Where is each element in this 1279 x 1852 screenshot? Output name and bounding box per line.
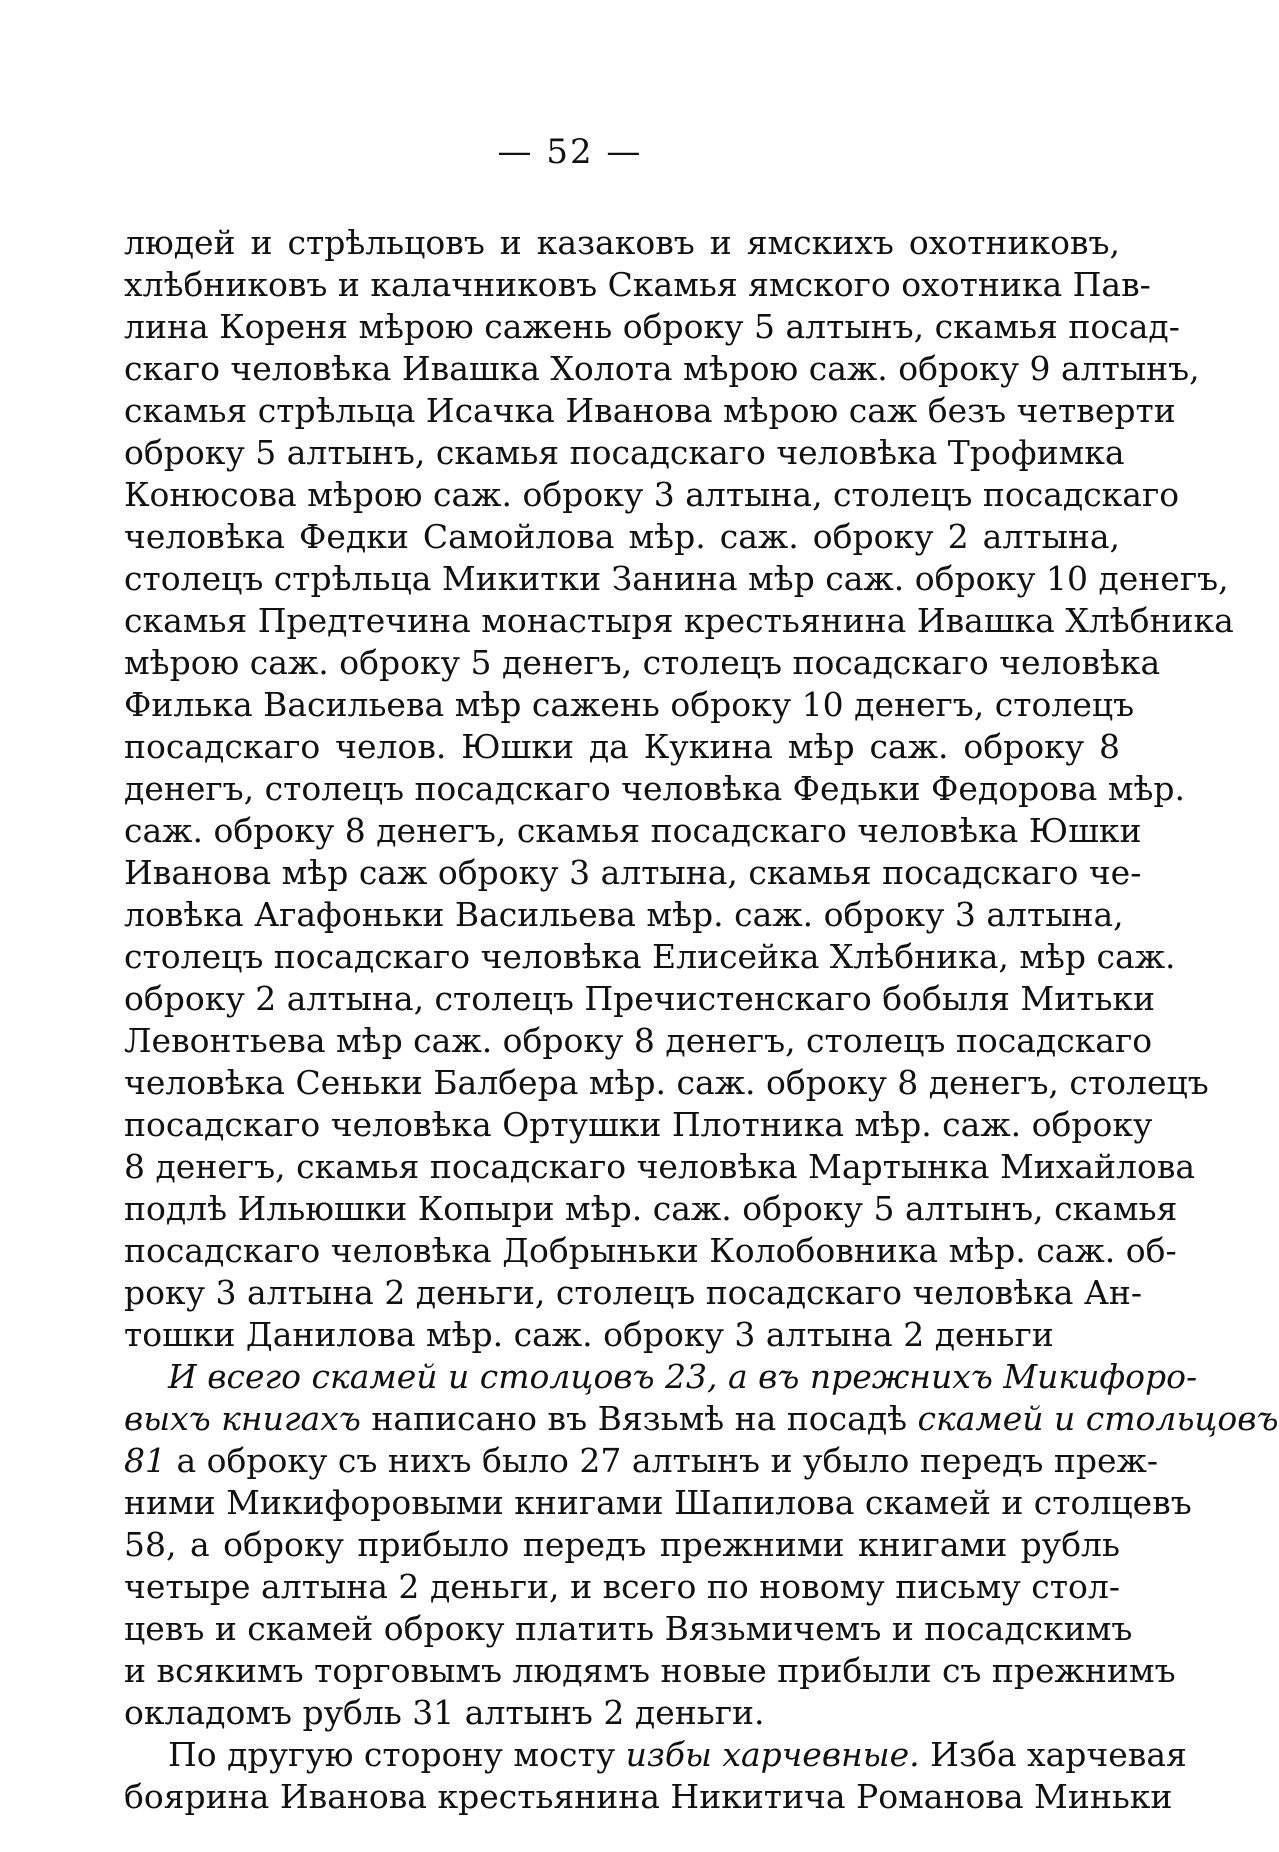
text-line xyxy=(124,1776,1173,1818)
text-line xyxy=(124,222,1120,264)
text-line xyxy=(124,1482,1192,1524)
text-line xyxy=(124,768,1185,810)
text-segment: посадскаго человѣка Ортушки Плотника мѣр. саж. оброку xyxy=(124,1105,1153,1144)
italic-text: избы харчевные. xyxy=(625,1735,920,1774)
text-segment: тошки Данилова мѣр. саж. оброку 3 алтына 2 деньги xyxy=(124,1315,1054,1354)
text-line xyxy=(124,432,1125,474)
text-line xyxy=(124,1398,1279,1440)
text-line xyxy=(124,516,1120,558)
text-segment: боярина Иванова крестьянина Никитича Романова Миньки xyxy=(124,1777,1173,1816)
text-line xyxy=(124,852,1142,894)
text-line xyxy=(124,1104,1153,1146)
text-segment: скаго человѣка Ивашка Холота мѣрою саж. оброку 9 алтынъ, xyxy=(124,349,1200,388)
text-line xyxy=(124,1020,1153,1062)
text-line xyxy=(124,1188,1178,1230)
text-segment: лина Кореня мѣрою сажень оброку 5 алтынъ, скамья посад- xyxy=(124,307,1180,346)
text-segment: человѣка Федки Самойлова мѣр. саж. оброку 2 алтына, xyxy=(124,517,1120,556)
text-line xyxy=(124,810,1142,852)
text-line xyxy=(124,1734,1187,1776)
text-segment: написано въ Вязьмѣ на посадѣ xyxy=(360,1399,918,1438)
text-segment: столецъ стрѣльца Микитки Занина мѣр саж. оброку 10 денегъ, xyxy=(124,559,1229,598)
text-segment: людей и стрѣльцовъ и казаковъ и ямскихъ охотниковъ, xyxy=(124,223,1120,262)
text-segment: ними Микифоровыми книгами Шапилова скамей и столцевъ xyxy=(124,1483,1192,1522)
text-line xyxy=(124,894,1124,936)
text-segment: посадскаго челов. Юшки да Кукина мѣр саж. оброку 8 xyxy=(124,727,1120,766)
text-segment: человѣка Сеньки Балбера мѣр. саж. оброку 8 денегъ, столецъ xyxy=(124,1063,1209,1102)
text-segment: скамья стрѣльца Исачка Иванова мѣрою саж безъ четверти xyxy=(124,391,1176,430)
text-segment: подлѣ Ильюшки Копыри мѣр. саж. оброку 5 алтынъ, скамья xyxy=(124,1189,1178,1228)
text-segment: саж. оброку 8 денегъ, скамья посадскаго человѣка Юшки xyxy=(124,811,1142,850)
text-line xyxy=(124,348,1200,390)
text-segment: По другую сторону мосту xyxy=(168,1735,626,1774)
text-segment: посадскаго человѣка Добрыньки Колобовника мѣр. саж. об- xyxy=(124,1231,1177,1270)
text-line xyxy=(124,1524,1120,1566)
text-line xyxy=(124,600,1234,642)
text-line xyxy=(124,306,1180,348)
text-segment: мѣрою саж. оброку 5 денегъ, столецъ посадскаго человѣка xyxy=(124,643,1161,682)
body-text xyxy=(124,222,1279,1818)
text-line xyxy=(124,1650,1176,1692)
text-line xyxy=(124,1272,1143,1314)
text-segment: 8 денегъ, скамья посадскаго человѣка Мартынка Михайлова xyxy=(124,1147,1196,1186)
text-segment: а оброку съ нихъ было 27 алтынъ и убыло передъ преж- xyxy=(166,1441,1159,1480)
text-segment: оброку 2 алтына, столецъ Пречистенскаго бобыля Митьки xyxy=(124,979,1156,1018)
text-segment: ловѣка Агафоньки Васильева мѣр. саж. оброку 3 алтына, xyxy=(124,895,1124,934)
italic-text: 81 xyxy=(124,1441,166,1480)
text-segment: цевъ и скамей оброку платить Вязьмичемъ и посадскимъ xyxy=(124,1609,1133,1648)
text-line xyxy=(124,1566,1120,1608)
text-line xyxy=(124,558,1229,600)
text-segment: Филька Васильева мѣр сажень оброку 10 денегъ, столецъ xyxy=(124,685,1135,724)
text-line xyxy=(124,1062,1209,1104)
text-line xyxy=(124,1440,1159,1482)
text-line xyxy=(124,1356,1198,1398)
text-segment: Изба харчевая xyxy=(919,1735,1187,1774)
text-segment: 58, а оброку прибыло передъ прежними книгами рубль xyxy=(124,1525,1120,1564)
text-line xyxy=(124,642,1161,684)
text-segment: столецъ посадскаго человѣка Елисейка Хлѣбника, мѣр саж. xyxy=(124,937,1176,976)
text-segment: Левонтьева мѣр саж. оброку 8 денегъ, столецъ посадскаго xyxy=(124,1021,1153,1060)
text-line xyxy=(124,1146,1196,1188)
text-segment: денегъ, столецъ посадскаго человѣка Федьки Федорова мѣр. xyxy=(124,769,1185,808)
text-line xyxy=(124,978,1156,1020)
italic-text: И всего скамей и столцовъ 23, а въ прежнихъ Микифоро- xyxy=(168,1357,1198,1396)
text-line xyxy=(124,936,1176,978)
text-line xyxy=(124,1692,1120,1734)
text-segment: року 3 алтына 2 деньги, столецъ посадскаго человѣка Ан- xyxy=(124,1273,1143,1312)
text-line xyxy=(124,726,1120,768)
text-line xyxy=(124,1608,1133,1650)
text-segment: Конюсова мѣрою саж. оброку 3 алтына, столецъ посадскаго xyxy=(124,475,1180,514)
text-segment: Иванова мѣр саж оброку 3 алтына, скамья посадскаго че- xyxy=(124,853,1142,892)
text-line xyxy=(124,474,1180,516)
text-line xyxy=(124,390,1176,432)
text-segment: хлѣбниковъ и калачниковъ Скамья ямского охотника Пав- xyxy=(124,265,1151,304)
text-segment: четыре алтына 2 деньги, и всего по новому письму стол- xyxy=(124,1567,1120,1606)
text-line xyxy=(124,264,1151,306)
text-line xyxy=(124,1230,1177,1272)
text-line xyxy=(124,1314,1120,1356)
italic-text: скамей и стольцовъ xyxy=(917,1399,1279,1438)
text-line xyxy=(124,684,1135,726)
text-segment: скамья Предтечина монастыря крестьянина Ивашка Хлѣбника xyxy=(124,601,1234,640)
italic-text: выхъ книгахъ xyxy=(124,1399,361,1438)
text-segment: и всякимъ торговымъ людямъ новые прибыли съ прежнимъ xyxy=(124,1651,1176,1690)
text-segment: оброку 5 алтынъ, скамья посадскаго человѣка Трофимка xyxy=(124,433,1125,472)
text-segment: окладомъ рубль 31 алтынъ 2 деньги. xyxy=(124,1693,765,1732)
page-number: — 52 — xyxy=(497,132,643,172)
